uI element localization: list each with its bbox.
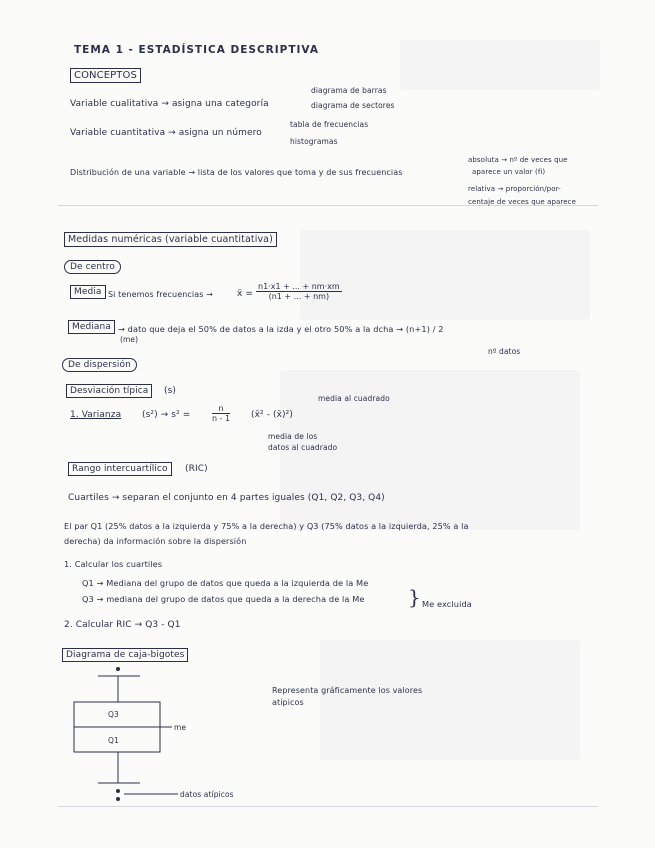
outlier-point-bottom [117, 790, 120, 793]
par-line: El par Q1 (25% datos a la izquierda y 75% a la derecha) y Q3 (75% datos a la izquierda, 25% a la [64, 521, 469, 531]
varianza-numerator: n [212, 404, 230, 414]
media-text: Si tenemos frecuencias → [108, 290, 213, 299]
cuantitativa-option: histogramas [290, 137, 338, 146]
ric-label: Rango intercuartílico [68, 462, 172, 476]
ric-symbol: (RIC) [185, 464, 208, 474]
varianza-note: datos al cuadrado [268, 443, 338, 452]
cualitativa-option: diagrama de sectores [311, 101, 395, 110]
outlier-point-top [117, 668, 120, 671]
box-q1-label: Q1 [108, 736, 119, 745]
varianza-note: media al cuadrado [318, 394, 390, 403]
excluida-note: Me excluida [422, 599, 472, 609]
relativa-note: centaje de veces que aparece [468, 198, 576, 206]
cualitativa-line: Variable cualitativa → asigna una categoría [70, 99, 269, 109]
q3-line: Q3 → mediana del grupo de datos que queda a la derecha de la Me [82, 594, 365, 604]
par-line: derecha) da información sobre la dispersión [64, 536, 247, 546]
section-heading-conceptos: CONCEPTOS [70, 68, 141, 83]
cuartiles-line: Cuartiles → separan el conjunto en 4 partes iguales (Q1, Q2, Q3, Q4) [68, 493, 385, 503]
boxplot-description: atípicos [272, 698, 304, 707]
show-through [320, 640, 580, 760]
varianza-symbol: (s²) → s² = [142, 410, 191, 420]
boxplot-description: Representa gráficamente los valores [272, 686, 423, 695]
mediana-label: Mediana [68, 320, 115, 334]
subheading-centro: De centro [64, 260, 121, 274]
atipicos-label: datos atípicos [180, 790, 234, 799]
varianza-fraction [212, 404, 230, 423]
step-2: 2. Calcular RIC → Q3 - Q1 [64, 620, 181, 630]
cualitativa-option: diagrama de barras [311, 86, 387, 95]
absoluta-note: absoluta → nº de veces que [468, 156, 568, 164]
cuantitativa-line: Variable cuantitativa → asigna un número [70, 128, 262, 138]
cuantitativa-option: tabla de frecuencias [290, 120, 369, 129]
media-numerator: n1·x1 + ... + nm·xm [258, 282, 340, 291]
media-label: Media [70, 285, 106, 299]
mediana-text: → dato que deja el 50% de datos a la izda y el otro 50% a la dcha → (n+1) / 2 [118, 324, 444, 334]
desviacion-label: Desviación típica [66, 384, 152, 398]
mediana-symbol: (me) [120, 335, 139, 344]
desviacion-symbol: (s) [164, 386, 177, 396]
box-q3-label: Q3 [108, 710, 119, 719]
varianza-tail: (x̄² - (x̄)²) [251, 410, 293, 420]
media-fraction [256, 282, 342, 301]
relativa-note: relativa → proporción/por- [468, 185, 561, 193]
media-denominator: (n1 + ... + nm) [268, 292, 330, 301]
section-heading-medidas: Medidas numéricas (variable cuantitativa) [64, 232, 277, 247]
page-title: TEMA 1 - ESTADÍSTICA DESCRIPTIVA [74, 44, 319, 56]
show-through [300, 230, 590, 320]
step-1: 1. Calcular los cuartiles [64, 559, 163, 569]
q1-line: Q1 → Mediana del grupo de datos que queda a la izquierda de la Me [82, 578, 369, 588]
boxplot-label: Diagrama de caja-bigotes [62, 648, 188, 662]
varianza-note: media de los [268, 432, 318, 441]
boxplot-drawing [60, 660, 270, 810]
varianza-label: 1. Varianza [70, 410, 122, 420]
outlier-point-bottom [117, 798, 120, 801]
varianza-denominator: n - 1 [212, 414, 231, 423]
mediana-note: nº datos [488, 347, 521, 356]
media-formula-lhs: x̄ = [237, 289, 254, 299]
distribucion-line: Distribución de una variable → lista de los valores que toma y de sus frecuencias [70, 168, 403, 177]
brace: } [408, 585, 421, 609]
subheading-dispersion: De dispersión [62, 358, 137, 372]
show-through [400, 40, 600, 90]
absoluta-note: aparece un valor (fi) [472, 168, 546, 176]
box-me-label: me [174, 723, 187, 732]
